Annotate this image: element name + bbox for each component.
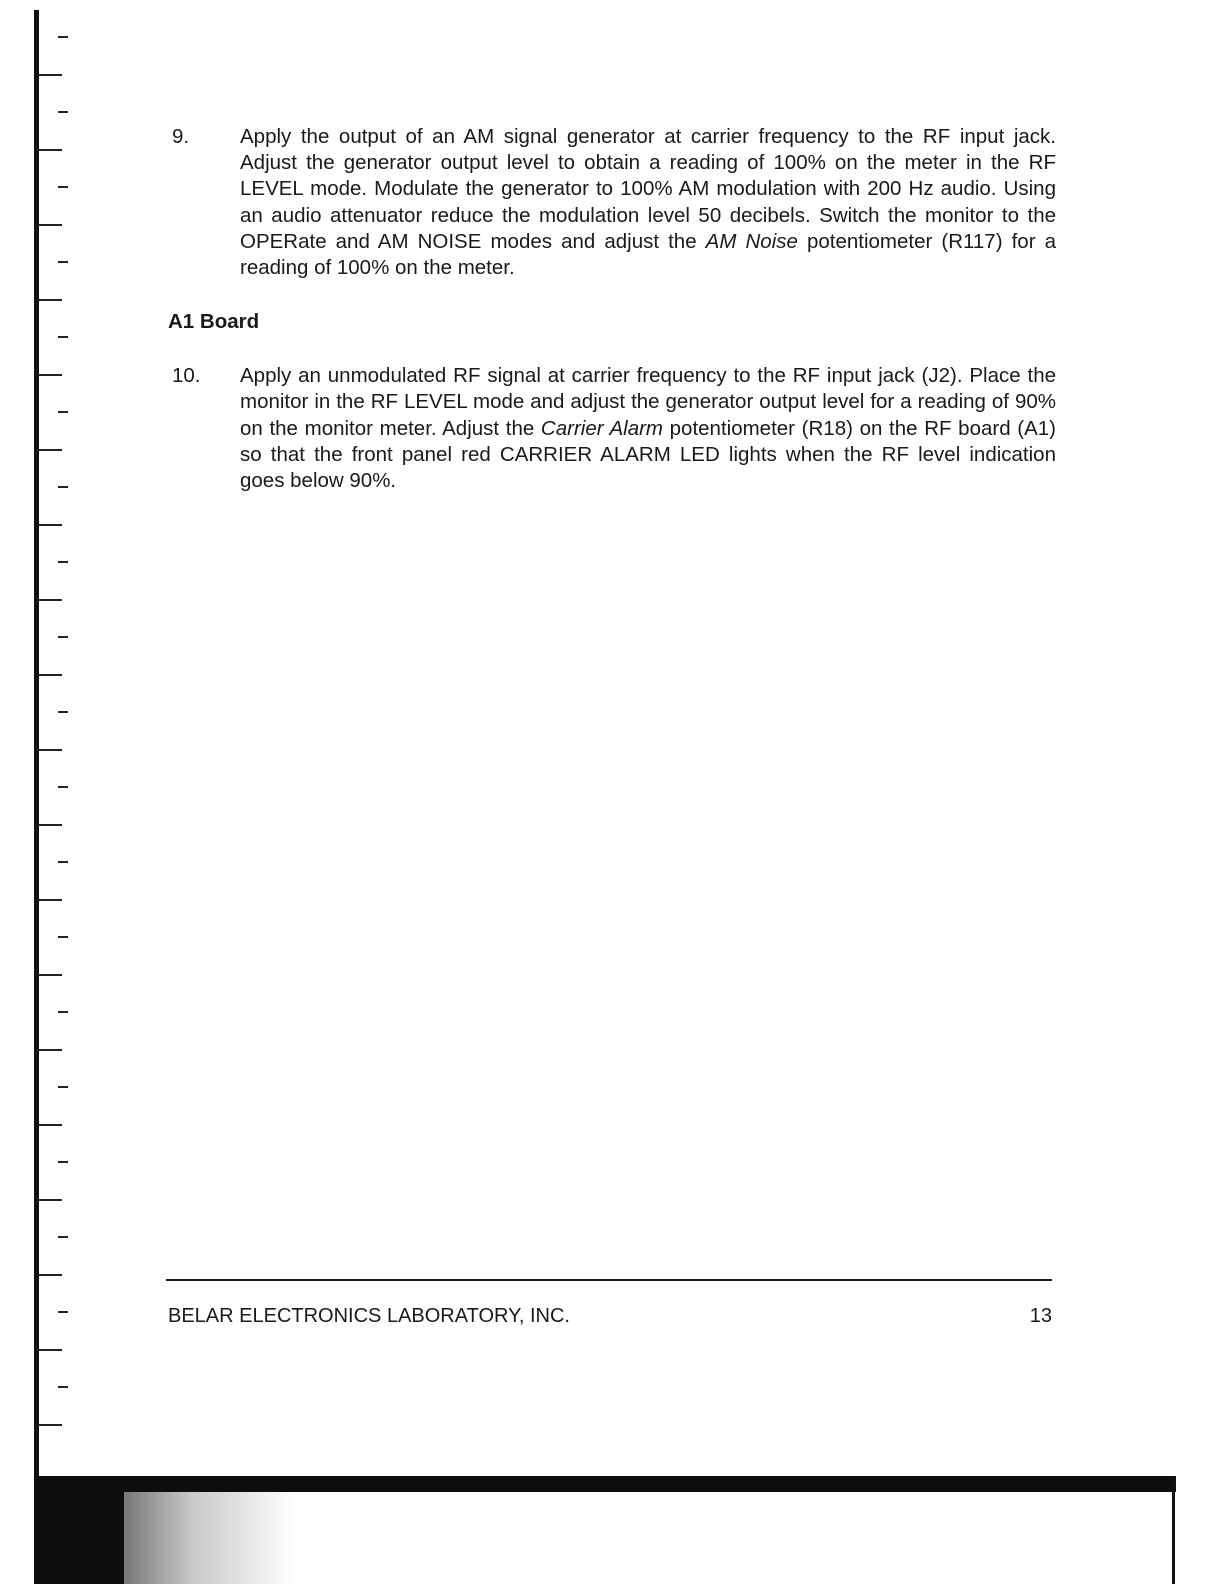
binding-mark xyxy=(38,224,62,226)
binding-mark xyxy=(58,411,68,413)
binding-mark xyxy=(58,1011,68,1013)
binding-marks xyxy=(34,20,74,1460)
step-text: Apply the output of an AM signal generator at carrier frequency to the RF input jack. Adjust the generator output level to obtain a reading of 100% on the meter in the RF LEVEL mode. Modulate the generator to 100% AM modulation with 200 Hz audio. Using an audio attenuator reduce the modulation level 50 decibels. Switch the monitor to the OPERate and AM NOISE modes and adjust the xyxy=(240,125,1056,253)
binding-mark xyxy=(38,1349,62,1351)
step-9 xyxy=(168,124,1056,281)
binding-mark xyxy=(58,36,68,38)
binding-mark xyxy=(58,261,68,263)
binding-mark xyxy=(38,1124,62,1126)
binding-mark xyxy=(38,1199,62,1201)
scan-edge-fade xyxy=(124,1492,294,1584)
binding-mark xyxy=(58,786,68,788)
step-text-italic: Carrier Alarm xyxy=(540,416,663,440)
binding-mark xyxy=(58,636,68,638)
binding-mark xyxy=(58,936,68,938)
binding-mark xyxy=(58,561,68,563)
binding-mark xyxy=(58,711,68,713)
binding-mark xyxy=(38,374,62,376)
scan-edge-band xyxy=(34,1476,1176,1492)
step-number: 10. xyxy=(172,364,201,388)
step-text-italic: AM Noise xyxy=(705,229,798,253)
binding-mark xyxy=(38,299,62,301)
step-text: Apply an unmodulated RF signal at carrier frequency to the RF input jack (J2). Place the monitor in the RF LEVEL mode and adjust the generator output level for a reading of 90% on the monitor meter. Adjust the xyxy=(240,364,1056,440)
binding-mark xyxy=(38,899,62,901)
binding-mark xyxy=(58,111,68,113)
binding-mark xyxy=(38,149,62,151)
step-10 xyxy=(168,363,1056,494)
binding-mark xyxy=(38,449,62,451)
binding-mark xyxy=(38,824,62,826)
binding-mark xyxy=(58,1311,68,1313)
scan-edge-corner xyxy=(34,1492,124,1584)
binding-mark xyxy=(58,1086,68,1088)
binding-mark xyxy=(38,524,62,526)
footer-company: BELAR ELECTRONICS LABORATORY, INC. xyxy=(168,1305,570,1327)
binding-mark xyxy=(58,186,68,188)
binding-mark xyxy=(38,1424,62,1426)
binding-mark xyxy=(58,1236,68,1238)
document-body xyxy=(168,124,1056,494)
step-text: potentiometer (R18) on the RF board (A1) so that the front panel red CARRIER ALARM LED lights when the RF level indication goes below 90%. xyxy=(240,416,1057,493)
binding-mark xyxy=(58,486,68,488)
binding-mark xyxy=(58,1386,68,1388)
footer-rule xyxy=(166,1279,1052,1281)
binding-mark xyxy=(58,861,68,863)
step-number: 9. xyxy=(172,125,190,148)
page-number: 13 xyxy=(1029,1305,1052,1327)
scan-edge-right xyxy=(1172,1476,1175,1584)
binding-mark xyxy=(58,1161,68,1163)
binding-mark xyxy=(58,336,68,338)
section-heading: A1 Board xyxy=(168,310,260,334)
binding-mark xyxy=(38,1049,62,1051)
step-text: potentiometer (R117) for a reading of 100% on the meter. xyxy=(240,229,1056,280)
binding-mark xyxy=(38,974,62,976)
binding-mark xyxy=(38,74,62,76)
binding-mark xyxy=(38,674,62,676)
binding-mark xyxy=(38,749,62,751)
binding-mark xyxy=(38,1274,62,1276)
binding-mark xyxy=(38,599,62,601)
